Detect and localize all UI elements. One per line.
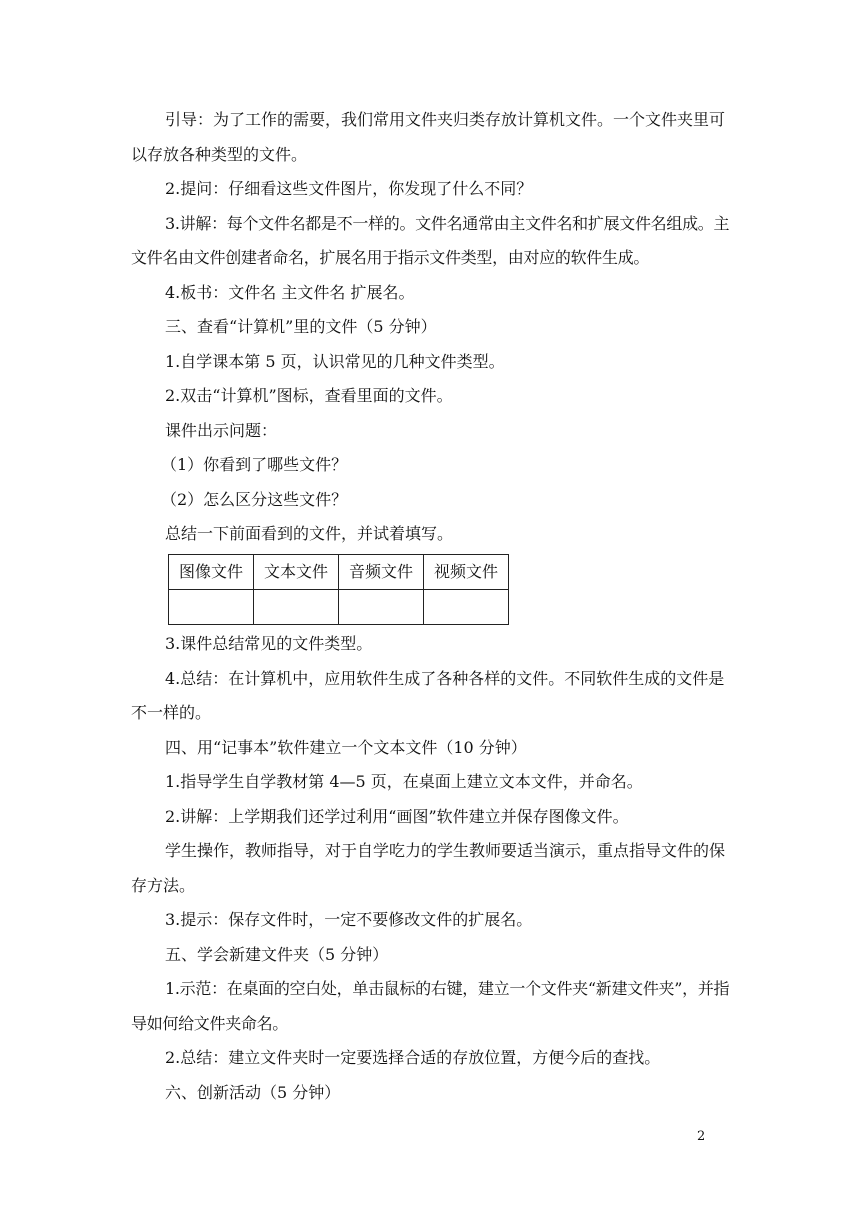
paragraph-question-1: （1）你看到了哪些文件？ [161,455,348,474]
paragraph-conclusion: 4.总结：在计算机中，应用软件生成了各种各样的文件。不同软件生成的文件是不一样的。 [131,668,725,722]
table-header-cell: 音频文件 [339,554,424,590]
paragraph-question: 2.提问：仔细看这些文件图片，你发现了什么不同？ [165,179,533,198]
paragraph-demonstration: 1.示范：在桌面的空白处，单击鼠标的右键，建立一个文件夹“新建文件夹”，并指导如何给文件夹命名。 [131,979,730,1033]
paragraph-self-study: 1.自学课本第 5 页，认识常见的几种文件类型。 [165,351,505,371]
paragraph-save-tip: 3.提示：保存文件时，一定不要修改文件的扩展名。 [165,910,533,929]
paragraph-explanation: 3.讲解：每个文件名都是不一样的。文件名通常由主文件名和扩展文件名组成。主文件名由文件创建者命名，扩展名用于指示文件类型，由对应的软件生成。 [131,213,730,267]
paragraph-courseware-questions: 课件出示问题： [165,420,278,440]
paragraph-question-2: （2）怎么区分这些文件？ [161,489,348,509]
paragraph-courseware-summary: 3.课件总结常见的文件类型。 [165,634,373,653]
file-types-table [168,554,509,626]
paragraph-board-writing: 4.板书：文件名 主文件名 扩展名。 [165,282,415,302]
lesson-plan-body [131,103,731,1110]
table-cell [254,590,339,625]
table-header-row [169,554,509,590]
paragraph-guide-self-study: 1.指导学生自学教材第 4—5 页，在桌面上建立文本文件，并命名。 [165,772,643,791]
paragraph-double-click: 2.双击“计算机”图标，查看里面的文件。 [165,386,453,405]
paragraph-folder-summary: 2.总结：建立文件夹时一定要选择合适的存放位置，方便今后的查找。 [165,1048,661,1067]
section-heading-5: 五、学会新建文件夹（5 分钟） [165,944,389,964]
paragraph-intro: 引导：为了工作的需要，我们常用文件夹归类存放计算机文件。一个文件夹里可以存放各种类型的文件。 [131,110,726,164]
table-header-cell: 图像文件 [169,554,254,590]
section-heading-3: 三、查看“计算机”里的文件（5 分钟） [165,317,437,336]
paragraph-summary-prompt: 总结一下前面看到的文件，并试着填写。 [165,524,454,543]
page-number: 2 [697,1129,706,1144]
section-heading-6: 六、创新活动（5 分钟） [165,1082,341,1102]
paragraph-student-operation: 学生操作，教师指导，对于自学吃力的学生教师要适当演示，重点指导文件的保存方法。 [131,841,726,895]
table-cell [169,590,254,625]
table-header-cell: 视频文件 [424,554,509,590]
table-cell [424,590,509,625]
table-cell [339,590,424,625]
table-row [169,590,509,625]
table-header-cell: 文本文件 [254,554,339,590]
paragraph-explain-paint: 2.讲解：上学期我们还学过利用“画图”软件建立并保存图像文件。 [165,806,629,826]
section-heading-4: 四、用“记事本”软件建立一个文本文件（10 分钟） [165,737,527,757]
